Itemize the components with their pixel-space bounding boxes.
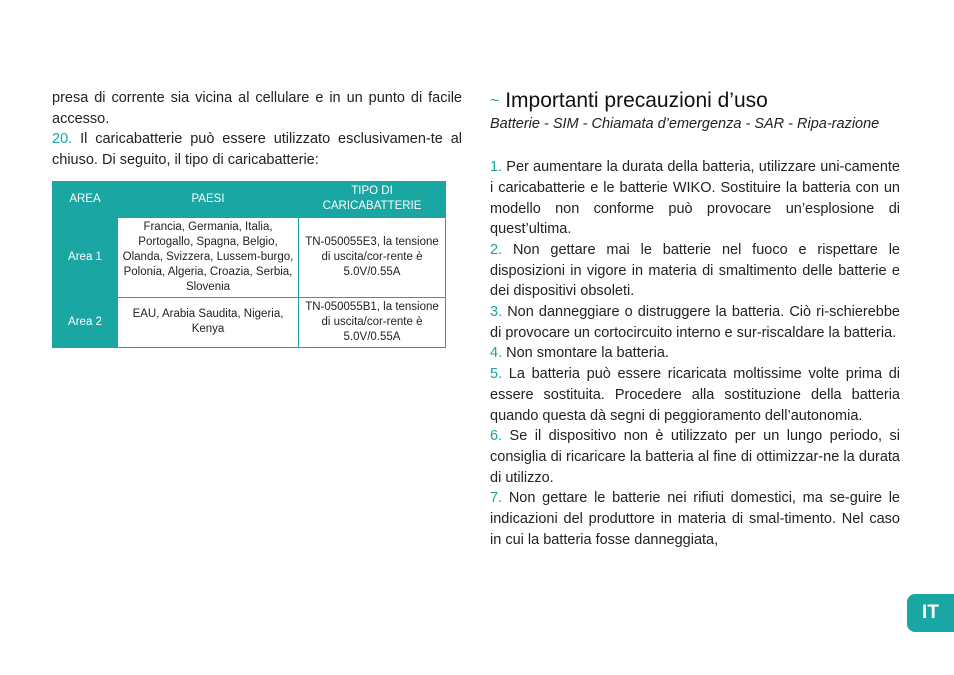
item-number: 2. bbox=[490, 241, 503, 258]
row-area: Area 1 bbox=[53, 217, 118, 297]
list-item bbox=[490, 364, 900, 426]
item-number: 1. bbox=[490, 159, 503, 176]
list-item bbox=[490, 488, 900, 550]
item-text: Non gettare le batterie nei rifiuti domestici, ma se-guire le indicazioni del produttore in materia di smal-timento. Nel caso in cui la batteria fosse danneggiata, bbox=[490, 490, 900, 548]
list-item bbox=[490, 157, 900, 240]
item-20 bbox=[52, 129, 462, 170]
row-countries: Francia, Germania, Italia, Portogallo, Spagna, Belgio, Olanda, Svizzera, Lussem-burgo, Polonia, Algeria, Croazia, Serbia, Slovenia bbox=[118, 217, 299, 297]
table-row bbox=[53, 297, 446, 347]
row-area: Area 2 bbox=[53, 297, 118, 347]
item-text: Non danneggiare o distruggere la batteria. Ciò ri-schierebbe di provocare un cortocircuito interno e sur-riscaldare la batteria. bbox=[490, 304, 900, 341]
intro-block bbox=[52, 88, 462, 171]
item-number: 7. bbox=[490, 490, 503, 507]
row-charger-type: TN-050055B1, la tensione di uscita/cor-rente è 5.0V/0.55A bbox=[299, 297, 446, 347]
item-20-text: Il caricabatterie può essere utilizzato esclusivamen-te al chiuso. Di seguito, il tipo di caricabatterie: bbox=[52, 131, 462, 169]
intro-paragraph: presa di corrente sia vicina al cellulare e in un punto di facile accesso. bbox=[52, 90, 462, 127]
row-countries: EAU, Arabia Saudita, Nigeria, Kenya bbox=[118, 297, 299, 347]
header-charger-type: TIPO DI CARICABATTERIE bbox=[299, 181, 446, 217]
title-tilde: ~ bbox=[490, 92, 500, 110]
table-row bbox=[53, 217, 446, 297]
precautions-list bbox=[490, 157, 900, 550]
header-countries: PAESI bbox=[118, 181, 299, 217]
section-title bbox=[490, 88, 900, 114]
row-charger-type: TN-050055E3, la tensione di uscita/cor-rente è 5.0V/0.55A bbox=[299, 217, 446, 297]
header-area: AREA bbox=[53, 181, 118, 217]
left-column bbox=[52, 88, 462, 348]
list-item bbox=[490, 343, 900, 364]
item-text: Per aumentare la durata della batteria, utilizzare uni-camente i caricabatterie e le batterie WIKO. Sostituire la batteria con un modello non conforme può provocare un’esplosione di quest’ultima. bbox=[490, 159, 900, 238]
language-tab: IT bbox=[907, 594, 954, 632]
item-text: Se il dispositivo non è utilizzato per un lungo periodo, si consiglia di ricaricare la batteria al fine di ottimizzar-ne la durata di utilizzo. bbox=[490, 428, 900, 486]
list-item bbox=[490, 426, 900, 488]
item-number: 3. bbox=[490, 304, 503, 321]
list-item bbox=[490, 302, 900, 343]
item-text: La batteria può essere ricaricata moltissime volte prima di essere sostituita. Procedere alla sostituzione della batteria quando questa dà segni di peggioramento dell’autonomia. bbox=[490, 366, 900, 424]
list-item bbox=[490, 240, 900, 302]
title-text: Importanti precauzioni d’uso bbox=[505, 89, 768, 112]
charger-table bbox=[52, 181, 446, 348]
right-column bbox=[490, 88, 900, 551]
section-subtitle: Batterie - SIM - Chiamata d’emergenza - SAR - Ripa-razione bbox=[490, 116, 880, 133]
item-number: 4. bbox=[490, 345, 503, 362]
item-number: 5. bbox=[490, 366, 503, 383]
charger-table-header-row bbox=[53, 181, 446, 217]
item-text: Non gettare mai le batterie nel fuoco e rispettare le disposizioni in vigore in materia di smaltimento delle batterie e dei dispositivi obsoleti. bbox=[490, 241, 900, 300]
item-20-number: 20. bbox=[52, 131, 73, 148]
item-number: 6. bbox=[490, 428, 503, 445]
item-text: Non smontare la batteria. bbox=[502, 345, 669, 362]
